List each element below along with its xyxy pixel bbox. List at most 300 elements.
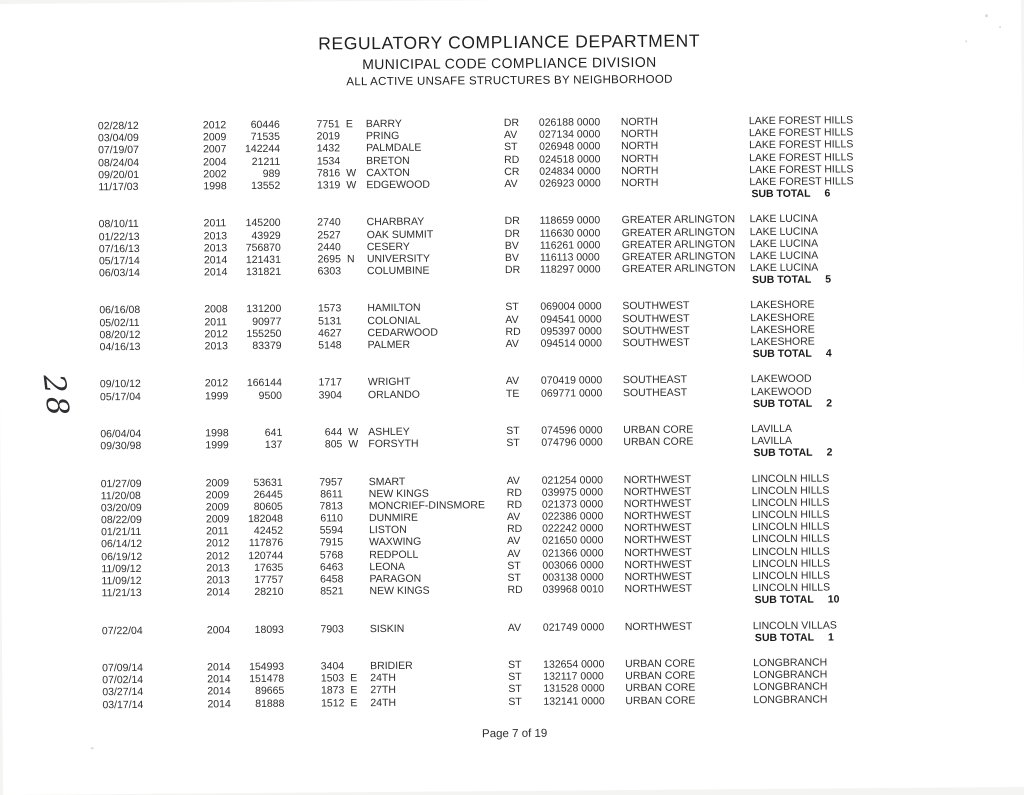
cell-street-direction: W xyxy=(346,166,357,180)
cell-street-type: ST xyxy=(507,571,521,585)
cell-district: GREATER ARLINGTON xyxy=(621,262,736,276)
cell-year: 2012 xyxy=(206,537,230,550)
cell-street-direction: E xyxy=(350,672,358,685)
cell-street-type: DR xyxy=(504,227,520,240)
cell-district: URBAN CORE xyxy=(625,657,696,671)
cell-inspection-date: 03/20/09 xyxy=(100,501,142,515)
cell-street-name: FORSYTH xyxy=(368,437,419,451)
cell-parcel-number: 021373 0000 xyxy=(541,498,604,511)
neighborhood-group xyxy=(0,371,1024,416)
cell-year: 2013 xyxy=(206,574,230,587)
cell-year: 2002 xyxy=(203,167,227,181)
cell-district: NORTHWEST xyxy=(624,546,692,559)
cell-street-number: 8521 xyxy=(320,585,344,598)
cell-street-direction xyxy=(348,339,368,351)
cell-district: NORTHWEST xyxy=(624,570,692,584)
cell-street-direction xyxy=(349,488,369,500)
cell-year: 2008 xyxy=(204,303,228,316)
cell-district: NORTHWEST xyxy=(623,485,692,498)
cell-case-number: 989 xyxy=(262,167,281,180)
cell-district: NORTH xyxy=(620,115,659,129)
cell-street-number: 7903 xyxy=(320,622,344,636)
cell-inspection-date: 09/10/12 xyxy=(99,378,141,391)
cell-district: NORTH xyxy=(621,140,659,153)
subtotal-label: SUB TOTAL xyxy=(751,187,811,201)
cell-street-number: 1503 xyxy=(320,672,345,685)
cell-case-number: 120744 xyxy=(248,549,284,562)
neighborhood-group xyxy=(2,655,1024,712)
page-number: Page 7 of 19 xyxy=(481,727,548,741)
cell-neighborhood: LAKE LUCINA xyxy=(749,261,819,275)
cell-neighborhood: LAKE LUCINA xyxy=(749,212,818,226)
cell-case-number: 182048 xyxy=(247,512,284,526)
cell-parcel-number: 116113 0000 xyxy=(539,251,600,264)
cell-case-number: 13552 xyxy=(251,179,281,192)
cell-inspection-date: 07/09/14 xyxy=(102,661,144,675)
cell-parcel-number: 003066 0000 xyxy=(542,559,604,572)
cell-street-type: RD xyxy=(506,498,523,511)
cell-parcel-number: 039968 0010 xyxy=(542,583,604,596)
cell-district: NORTH xyxy=(621,164,659,177)
subtotal-label: SUB TOTAL xyxy=(752,273,812,287)
cell-year: 2011 xyxy=(203,217,227,230)
neighborhood-group xyxy=(0,297,1024,366)
cell-street-number: 7813 xyxy=(319,500,343,513)
cell-street-name: WRIGHT xyxy=(367,376,411,389)
cell-street-name: ORLANDO xyxy=(367,388,420,401)
cell-case-number: 137 xyxy=(264,438,283,452)
cell-street-direction xyxy=(349,561,369,573)
cell-parcel-number: 118659 0000 xyxy=(539,214,601,228)
cell-street-number: 1432 xyxy=(316,142,341,155)
cell-year: 2014 xyxy=(207,697,231,710)
cell-neighborhood: LAKE FOREST HILLS xyxy=(749,163,854,176)
cell-parcel-number: 026923 0000 xyxy=(539,177,601,190)
cell-year: 2014 xyxy=(203,266,228,279)
cell-parcel-number: 132654 0000 xyxy=(543,658,605,671)
cell-parcel-number: 132117 0000 xyxy=(543,670,604,683)
cell-neighborhood: LONGBRANCH xyxy=(753,693,828,706)
subtotal-label: SUB TOTAL xyxy=(754,594,814,607)
cell-street-number: 5768 xyxy=(319,548,344,562)
cell-street-direction xyxy=(346,155,366,167)
cell-case-number: 42452 xyxy=(253,525,284,538)
subtotal-label: SUB TOTAL xyxy=(753,397,813,410)
cell-neighborhood: LAKE FOREST HILLS xyxy=(749,175,854,189)
cell-street-number: 6303 xyxy=(317,265,342,278)
cell-case-number: 26445 xyxy=(253,488,283,501)
cell-parcel-number: 039975 0000 xyxy=(541,485,604,499)
cell-street-direction: E xyxy=(350,696,358,709)
cell-district: NORTHWEST xyxy=(624,582,693,596)
cell-street-name: 24TH xyxy=(370,672,396,685)
cell-district: NORTHWEST xyxy=(624,534,692,547)
cell-parcel-number: 132141 0000 xyxy=(543,694,605,708)
cell-street-type: DR xyxy=(504,215,520,228)
cell-neighborhood: LONGBRANCH xyxy=(753,668,828,682)
subtotal-value: 6 xyxy=(824,187,831,200)
cell-parcel-number: 022386 0000 xyxy=(541,510,604,523)
cell-neighborhood: LINCOLN HILLS xyxy=(751,472,830,485)
cell-inspection-date: 04/16/13 xyxy=(99,340,141,354)
cell-street-direction: W xyxy=(346,179,357,192)
cell-neighborhood: LAKEWOOD xyxy=(750,385,812,398)
cell-street-type: ST xyxy=(505,301,519,314)
cell-street-number: 2440 xyxy=(317,241,341,254)
cell-street-name: PALMER xyxy=(367,338,411,352)
cell-inspection-date: 06/19/12 xyxy=(101,550,143,563)
cell-street-type: DR xyxy=(503,116,520,130)
cell-street-type: ST xyxy=(507,559,521,572)
cell-parcel-number: 116261 0000 xyxy=(539,238,601,252)
cell-year: 2009 xyxy=(205,501,230,514)
cell-year: 2004 xyxy=(206,623,231,636)
cell-inspection-date: 11/21/13 xyxy=(101,587,142,600)
cell-year: 2009 xyxy=(205,488,230,502)
cell-street-type: ST xyxy=(506,437,520,450)
cell-case-number: 131821 xyxy=(245,265,282,279)
cell-district: NORTH xyxy=(621,152,659,165)
cell-street-name: COLONIAL xyxy=(367,314,421,327)
cell-case-number: 83379 xyxy=(252,339,282,353)
cell-district: SOUTHEAST xyxy=(622,373,688,387)
cell-parcel-number: 024518 0000 xyxy=(539,152,601,166)
cell-street-number: 1873 xyxy=(320,684,345,697)
cell-street-number: 1573 xyxy=(317,302,342,315)
cell-case-number: 155250 xyxy=(246,327,282,340)
cell-street-type: RD xyxy=(507,523,523,536)
cell-street-number: 7751 xyxy=(316,118,340,131)
neighborhood-group xyxy=(0,211,1023,292)
cell-district: GREATER ARLINGTON xyxy=(621,225,736,239)
scan-speck xyxy=(985,14,988,17)
cell-inspection-date: 01/22/13 xyxy=(98,230,140,243)
cell-street-name: BRETON xyxy=(366,154,410,167)
cell-street-number: 1717 xyxy=(318,376,342,389)
cell-inspection-date: 03/04/09 xyxy=(97,132,139,145)
neighborhood-group xyxy=(0,421,1024,466)
cell-street-number: 1319 xyxy=(316,179,341,192)
cell-street-number: 7957 xyxy=(319,475,343,489)
cell-district: SOUTHEAST xyxy=(622,386,688,399)
cell-street-name: CEDARWOOD xyxy=(367,326,438,339)
structures-table xyxy=(0,113,1024,725)
cell-inspection-date: 11/17/03 xyxy=(98,180,139,194)
cell-street-name: CHARBRAY xyxy=(366,215,425,229)
cell-street-number: 805 xyxy=(324,438,343,451)
cell-neighborhood: LAKE LUCINA xyxy=(749,225,819,238)
cell-street-direction xyxy=(347,315,367,327)
subtotal-label: SUB TOTAL xyxy=(753,446,813,460)
scan-speck xyxy=(965,40,967,42)
cell-street-name: ASHLEY xyxy=(368,425,410,439)
cell-neighborhood: LINCOLN HILLS xyxy=(752,545,830,558)
cell-street-number: 2740 xyxy=(317,216,341,229)
cell-inspection-date: 11/09/12 xyxy=(101,562,142,576)
cell-inspection-date: 06/14/12 xyxy=(101,538,143,551)
cell-year: 1999 xyxy=(205,439,229,452)
cell-street-type: ST xyxy=(504,141,518,154)
cell-case-number: 80605 xyxy=(253,500,283,513)
cell-street-name: HAMILTON xyxy=(367,302,421,315)
cell-parcel-number: 094541 0000 xyxy=(540,312,602,326)
cell-neighborhood: LAKESHORE xyxy=(750,299,815,312)
cell-street-name: PRING xyxy=(365,130,400,143)
cell-street-direction xyxy=(347,241,367,253)
cell-case-number: 60446 xyxy=(250,118,280,132)
cell-case-number: 151478 xyxy=(249,672,285,686)
cell-street-name: SMART xyxy=(368,475,406,488)
cell-street-name: BRIDIER xyxy=(370,659,413,673)
cell-neighborhood: LINCOLN VILLAS xyxy=(752,619,837,632)
cell-street-type: CR xyxy=(504,165,520,178)
cell-street-direction xyxy=(349,476,369,488)
scan-speck xyxy=(91,747,94,749)
cell-street-type: AV xyxy=(506,474,520,487)
cell-street-direction xyxy=(349,500,369,512)
cell-street-name: UNIVERSITY xyxy=(366,252,430,266)
cell-parcel-number: 070419 0000 xyxy=(540,374,603,388)
cell-inspection-date: 05/17/14 xyxy=(98,254,140,268)
cell-inspection-date: 02/28/12 xyxy=(97,119,139,133)
cell-inspection-date: 08/24/04 xyxy=(98,156,140,169)
cell-street-name: NEW KINGS xyxy=(369,584,430,598)
cell-district: GREATER ARLINGTON xyxy=(621,237,736,251)
cell-inspection-date: 08/20/12 xyxy=(99,328,141,342)
subtotal-value: 10 xyxy=(827,593,840,606)
cell-street-type: AV xyxy=(505,375,520,388)
cell-street-number: 4627 xyxy=(318,327,342,340)
cell-year: 2012 xyxy=(204,328,228,341)
cell-street-type: AV xyxy=(507,547,521,560)
cell-street-direction xyxy=(346,143,366,155)
cell-street-name: CESERY xyxy=(366,240,410,253)
cell-case-number: 17757 xyxy=(254,573,284,587)
cell-inspection-date: 07/19/07 xyxy=(98,144,139,157)
cell-street-name: LEONA xyxy=(369,560,405,573)
cell-district: NORTHWEST xyxy=(623,521,692,535)
cell-street-number: 5594 xyxy=(319,524,344,537)
cell-street-direction xyxy=(347,216,367,228)
cell-case-number: 53631 xyxy=(253,476,283,489)
cell-street-direction: N xyxy=(346,253,355,266)
cell-neighborhood: LINCOLN HILLS xyxy=(751,496,830,509)
cell-street-direction xyxy=(349,537,369,549)
cell-case-number: 81888 xyxy=(255,697,285,710)
cell-inspection-date: 06/03/14 xyxy=(98,266,140,280)
cell-parcel-number: 021749 0000 xyxy=(542,620,605,634)
cell-year: 2007 xyxy=(203,143,227,156)
cell-street-direction: E xyxy=(350,684,358,697)
subtotal-value: 4 xyxy=(825,347,832,360)
cell-neighborhood: LINCOLN HILLS xyxy=(752,557,830,570)
cell-parcel-number: 021650 0000 xyxy=(542,534,604,548)
cell-inspection-date: 01/27/09 xyxy=(100,477,142,490)
cell-street-type: RD xyxy=(507,584,523,597)
cell-neighborhood: LONGBRANCH xyxy=(753,656,828,670)
cell-street-number: 6110 xyxy=(320,512,344,525)
cell-inspection-date: 01/21/11 xyxy=(101,526,142,539)
cell-street-direction xyxy=(349,549,369,561)
cell-street-type: AV xyxy=(507,621,522,634)
cell-street-type: AV xyxy=(505,313,519,326)
cell-neighborhood: LAKE LUCINA xyxy=(749,249,819,263)
cell-inspection-date: 07/16/13 xyxy=(98,242,140,255)
cell-inspection-date: 07/22/04 xyxy=(101,624,143,637)
cell-inspection-date: 06/16/08 xyxy=(99,304,141,317)
cell-case-number: 89665 xyxy=(255,685,285,698)
cell-year: 2014 xyxy=(203,254,228,267)
cell-parcel-number: 026188 0000 xyxy=(538,116,601,129)
cell-street-number: 2019 xyxy=(316,130,341,143)
cell-street-type: AV xyxy=(507,535,521,548)
cell-neighborhood: LAKESHORE xyxy=(750,323,815,336)
cell-street-number: 8611 xyxy=(320,488,343,501)
cell-street-name: MONCRIEF-DINSMORE xyxy=(368,499,486,513)
cell-street-name: NEW KINGS xyxy=(368,487,429,500)
cell-year: 2012 xyxy=(206,549,230,563)
cell-street-number: 1534 xyxy=(316,154,341,168)
cell-district: NORTHWEST xyxy=(624,620,693,633)
cell-inspection-date: 05/02/11 xyxy=(99,316,140,329)
cell-street-direction xyxy=(350,623,370,635)
cell-street-type: RD xyxy=(504,153,520,166)
cell-street-number: 6463 xyxy=(319,561,344,574)
cell-parcel-number: 116630 0000 xyxy=(539,226,601,240)
cell-inspection-date: 05/17/04 xyxy=(99,390,141,403)
cell-district: NORTHWEST xyxy=(623,473,692,486)
handwritten-page-note: 28 xyxy=(35,372,76,421)
cell-case-number: 28210 xyxy=(254,585,284,599)
cell-case-number: 154993 xyxy=(249,660,285,674)
cell-parcel-number: 021254 0000 xyxy=(541,473,604,487)
cell-year: 2011 xyxy=(206,525,229,538)
cell-parcel-number: 074796 0000 xyxy=(541,436,603,449)
cell-inspection-date: 11/09/12 xyxy=(101,574,142,588)
cell-street-direction xyxy=(348,377,368,389)
cell-inspection-date: 08/22/09 xyxy=(100,513,142,527)
report-title: REGULATORY COMPLIANCE DEPARTMENT xyxy=(318,30,701,54)
cell-district: GREATER ARLINGTON xyxy=(621,213,736,227)
cell-case-number: 21211 xyxy=(251,155,281,168)
report-subtitle-division: MUNICIPAL CODE COMPLIANCE DIVISION xyxy=(362,53,657,73)
cell-street-number: 7816 xyxy=(316,167,341,180)
cell-case-number: 18093 xyxy=(254,623,284,636)
cell-street-type: DR xyxy=(504,263,521,277)
cell-case-number: 756870 xyxy=(245,241,281,254)
cell-street-name: BARRY xyxy=(365,117,402,131)
cell-street-direction xyxy=(347,265,367,277)
cell-inspection-date: 03/27/14 xyxy=(102,686,144,699)
cell-case-number: 90977 xyxy=(252,315,282,328)
subtotal-value: 2 xyxy=(826,446,833,459)
cell-street-direction: W xyxy=(348,438,359,451)
cell-street-direction xyxy=(349,573,369,585)
cell-year: 2013 xyxy=(204,340,229,353)
cell-district: GREATER ARLINGTON xyxy=(621,250,736,264)
cell-case-number: 142244 xyxy=(244,143,281,156)
cell-street-type: ST xyxy=(508,695,522,708)
neighborhood-group xyxy=(2,618,1024,650)
cell-street-type: AV xyxy=(506,511,521,524)
cell-neighborhood: LINCOLN HILLS xyxy=(752,581,831,595)
cell-year: 2013 xyxy=(203,229,228,242)
cell-district: URBAN CORE xyxy=(623,423,694,437)
cell-parcel-number: 074596 0000 xyxy=(541,424,603,437)
cell-neighborhood: LINCOLN HILLS xyxy=(751,520,830,534)
cell-parcel-number: 024834 0000 xyxy=(539,165,601,178)
cell-district: SOUTHWEST xyxy=(622,300,690,313)
cell-year: 2004 xyxy=(203,155,227,168)
cell-street-name: 24TH xyxy=(370,696,397,709)
cell-neighborhood: LINCOLN HILLS xyxy=(752,532,830,546)
subtotal-label: SUB TOTAL xyxy=(754,631,815,644)
cell-street-name: LISTON xyxy=(369,524,407,537)
cell-street-type: AV xyxy=(504,177,518,190)
cell-district: SOUTHWEST xyxy=(622,324,690,337)
cell-inspection-date: 07/02/14 xyxy=(102,674,144,687)
cell-street-number: 3904 xyxy=(318,388,343,402)
cell-neighborhood: LAKE FOREST HILLS xyxy=(748,114,854,128)
cell-year: 2009 xyxy=(202,131,227,144)
cell-neighborhood: LINCOLN HILLS xyxy=(752,569,831,583)
cell-case-number: 17635 xyxy=(254,561,284,574)
cell-case-number: 131200 xyxy=(246,303,282,316)
neighborhood-group xyxy=(0,113,1022,206)
cell-street-name: DUNMIRE xyxy=(368,511,419,525)
cell-street-direction xyxy=(349,524,369,536)
cell-parcel-number: 118297 0000 xyxy=(539,263,601,276)
neighborhood-group xyxy=(1,470,1024,612)
cell-street-number: 6458 xyxy=(320,573,344,586)
cell-street-type: AV xyxy=(503,129,518,142)
cell-parcel-number: 021366 0000 xyxy=(542,546,604,560)
cell-neighborhood: LAKE FOREST HILLS xyxy=(748,126,854,140)
cell-neighborhood: LAKESHORE xyxy=(750,335,815,349)
cell-street-name: WAXWING xyxy=(369,536,422,549)
subtotal-value: 2 xyxy=(826,397,833,410)
cell-neighborhood: LAKESHORE xyxy=(750,311,815,324)
cell-district: NORTHWEST xyxy=(623,509,692,523)
cell-parcel-number: 094514 0000 xyxy=(540,337,602,350)
cell-street-type: RD xyxy=(506,486,522,499)
cell-street-number: 644 xyxy=(324,426,343,439)
cell-inspection-date: 03/17/14 xyxy=(102,698,144,711)
cell-case-number: 166144 xyxy=(246,377,282,390)
cell-district: NORTHWEST xyxy=(623,497,692,510)
cell-neighborhood: LAKEWOOD xyxy=(750,373,812,386)
cell-street-type: ST xyxy=(508,683,522,696)
cell-street-name: OAK SUMMIT xyxy=(366,228,434,241)
cell-case-number: 117876 xyxy=(248,537,284,550)
cell-street-direction xyxy=(349,585,369,597)
cell-year: 1998 xyxy=(205,427,229,440)
cell-street-name: CAXTON xyxy=(366,166,410,179)
cell-inspection-date: 06/04/04 xyxy=(100,427,142,441)
cell-year: 2013 xyxy=(203,241,228,255)
cell-street-name: PALMDALE xyxy=(366,142,422,155)
cell-street-name: REDPOLL xyxy=(369,548,419,561)
cell-street-direction xyxy=(348,389,368,401)
cell-case-number: 9500 xyxy=(258,389,283,402)
cell-street-number: 2695 xyxy=(317,253,341,266)
cell-year: 2014 xyxy=(206,586,230,599)
cell-street-direction xyxy=(350,660,370,672)
cell-year: 1998 xyxy=(203,180,227,193)
cell-case-number: 43929 xyxy=(251,229,281,242)
cell-parcel-number: 069004 0000 xyxy=(540,300,602,314)
cell-case-number: 121431 xyxy=(245,253,281,266)
